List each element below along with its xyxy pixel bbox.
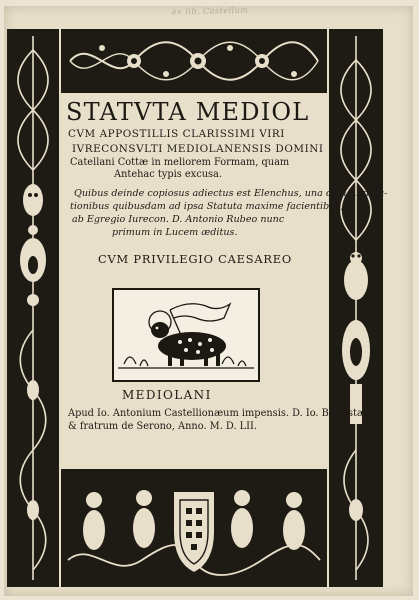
handwritten-inscription: ex lib. Castellum: [171, 5, 249, 17]
description-line: Quibus deinde copiosus adiectus est Elenchus, una cum Annota-: [74, 188, 388, 199]
imprint-line: Apud Io. Antonium Castellionæum impensis. D. Io. Baptistæ: [68, 408, 367, 419]
subtitle-line: Catellani Cottæ in meliorem Formam, quam: [70, 157, 290, 168]
lamb-emblem-icon: [112, 288, 260, 382]
imprint-line: & fratrum de Serono, Anno. M. D. LII.: [68, 421, 258, 432]
subtitle-line: Antehac typis excusa.: [114, 169, 222, 180]
book-title: STATVTA MEDIOL: [66, 98, 310, 126]
description-line: ab Egregio Iurecon. D. Antonio Rubeo nunc: [72, 214, 285, 225]
woodcut-border-bottom: [62, 470, 326, 586]
woodcut-border-top: [62, 30, 326, 92]
imprint-city: MEDIOLANI: [122, 388, 212, 402]
title-text-area: [62, 92, 388, 470]
description-line: tionibus quibusdam ad ipsa Statuta maxime facientibus,: [70, 201, 344, 212]
description-line: primum in Lucem æditus.: [112, 227, 238, 238]
privilege-line: CVM PRIVILEGIO CAESAREO: [98, 252, 293, 266]
subtitle-line: IVRECONSVLTI MEDIOLANENSIS DOMINI: [72, 143, 324, 155]
woodcut-border-left: [8, 30, 58, 586]
subtitle-line: CVM APPOSTILLIS CLARISSIMI VIRI: [68, 128, 285, 140]
